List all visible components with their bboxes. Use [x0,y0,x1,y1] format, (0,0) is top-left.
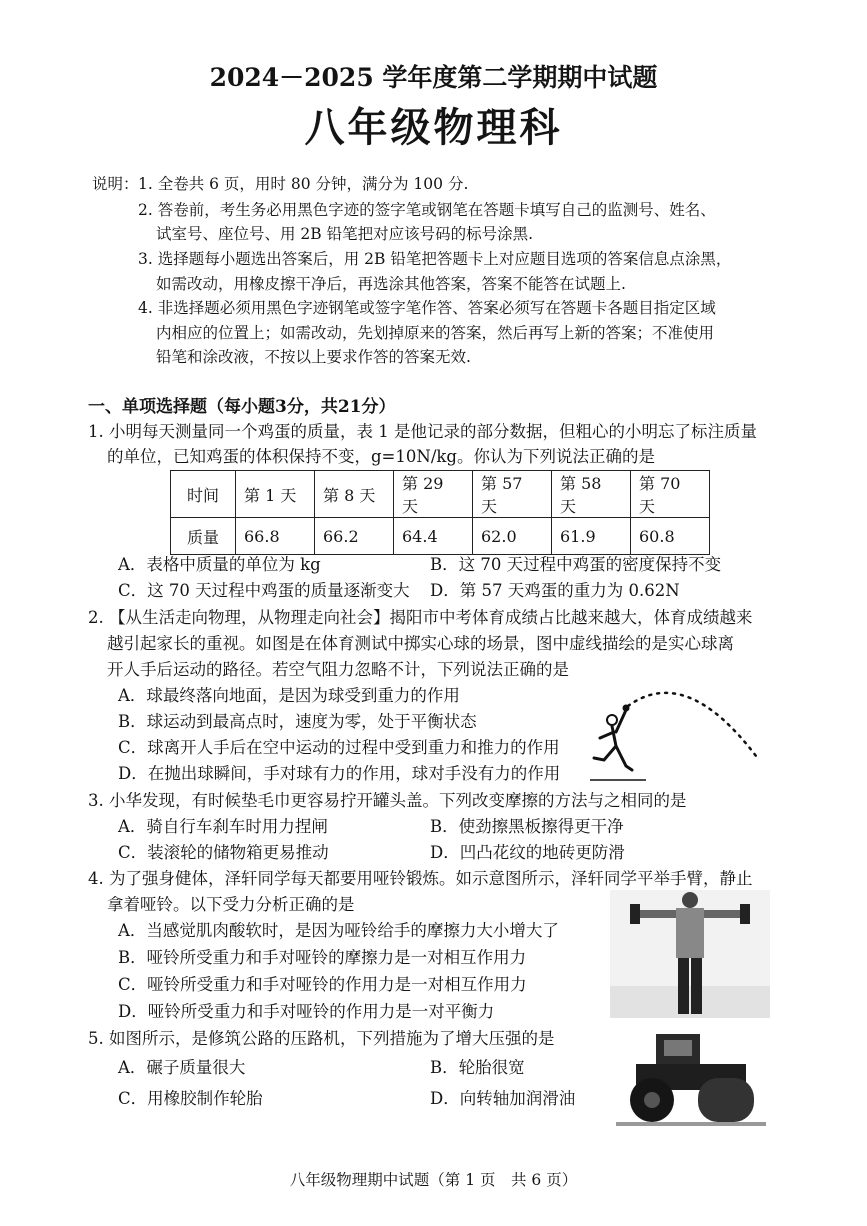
ball-trajectory [628,693,756,756]
q1-option-d: D．第 57 天鸡蛋的重力为 0.62N [430,581,680,600]
q3-option-d: D．凹凸花纹的地砖更防滑 [430,843,625,862]
table-cell-mass: 66.8 [236,518,315,555]
table-header-time: 时间 [171,471,236,518]
q1-stem: 1. 小明每天测量同一个鸡蛋的质量，表 1 是他记录的部分数据，但粗心的小明忘了标注质量 [88,422,757,441]
road-roller-photo [616,1030,766,1126]
athlete-head [607,715,617,725]
q5-option-b: B．轮胎很宽 [430,1058,525,1077]
q1-option-a: A．表格中质量的单位为 kg [118,555,321,574]
table-cell-mass: 66.2 [315,518,394,555]
table-cell-mass: 61.9 [552,518,631,555]
section-heading: 一、单项选择题（每小题3分，共21分） [88,397,396,417]
q2-option-a: A．球最终落向地面，是因为球受到重力的作用 [118,686,460,705]
q4-stem: 拿着哑铃。以下受力分析正确的是 [107,895,355,914]
q4-option-a: A．当感觉肌肉酸软时，是因为哑铃给手的摩擦力大小增大了 [118,921,559,940]
q1-option-b: B．这 70 天过程中鸡蛋的密度保持不变 [430,555,722,574]
shot-put-figure [586,676,776,782]
notes-label: 说明： [92,175,139,193]
table-cell-mass: 62.0 [473,518,552,555]
q1-option-c: C．这 70 天过程中鸡蛋的质量逐渐变大 [118,581,410,600]
mass-table [170,470,710,555]
q4-option-c: C．哑铃所受重力和手对哑铃的作用力是一对相互作用力 [118,975,527,994]
table-cell-mass: 64.4 [394,518,473,555]
note-line: 试室号、座位号、用 2B 铅笔把对应该号码的标号涂黑. [156,225,534,243]
table-cell-day: 第 58 天 [552,471,631,518]
roller-window [664,1040,692,1056]
q4-option-d: D．哑铃所受重力和手对哑铃的作用力是一对平衡力 [118,1002,495,1021]
q5-option-d: D．向转轴加润滑油 [430,1089,576,1108]
roller-hub [644,1092,660,1108]
q2-stem: 开人手后运动的路径。若空气阻力忽略不计，下列说法正确的是 [107,660,569,679]
road-surface [616,1122,766,1126]
note-line: 4. 非选择题必须用黑色字迹钢笔或签字笔作答、答案必须写在答题卡各题目指定区域 [138,299,716,317]
table-cell-day: 第 1 天 [236,471,315,518]
exam-title: 2024－2025 学年度第二学期期中试题 [209,63,658,92]
q2-option-b: B．球运动到最高点时，速度为零，处于平衡状态 [118,712,477,731]
page-footer: 八年级物理期中试题（第 1 页 共 6 页） [289,1171,578,1189]
person-right-leg [691,958,702,1014]
subject-title: 八年级物理科 [304,104,563,151]
q5-option-c: C．用橡胶制作轮胎 [118,1089,263,1108]
table-cell-mass: 60.8 [631,518,710,555]
table-header-mass: 质量 [171,518,236,555]
note-line: 2. 答卷前，考生务必用黑色字迹的签字笔或钢笔在答题卡填写自己的监测号、姓名、 [138,201,716,219]
left-dumbbell-icon [630,904,640,924]
table-cell-day: 第 29 天 [394,471,473,518]
person-head [682,892,698,908]
q4-option-b: B．哑铃所受重力和手对哑铃的摩擦力是一对相互作用力 [118,948,527,967]
note-line: 1. 全卷共 6 页，用时 80 分钟，满分为 100 分. [138,175,469,193]
table-row [171,518,710,555]
person-left-leg [678,958,689,1014]
table-cell-day: 第 57 天 [473,471,552,518]
roller-drum-icon [698,1078,754,1122]
q4-stem: 4. 为了强身健体，泽轩同学每天都要用哑铃锻炼。如示意图所示，泽轩同学平举手臂，静止 [88,869,753,888]
table-cell-day: 第 70 天 [631,471,710,518]
table-row [171,471,710,518]
note-line: 铅笔和涂改液，不按以上要求作答的答案无效. [156,348,471,366]
table-cell-day: 第 8 天 [315,471,394,518]
note-line: 3. 选择题每小题选出答案后，用 2B 铅笔把答题卡上对应题目选项的答案信息点涂黑， [138,250,732,268]
q5-option-a: A．碾子质量很大 [118,1058,246,1077]
q2-stem: 越引起家长的重视。如图是在体育测试中掷实心球的场景，图中虚线描绘的是实心球离 [107,634,734,653]
q3-option-b: B．使劲擦黑板擦得更干净 [430,817,624,836]
note-line: 如需改动，用橡皮擦干净后，再选涂其他答案，答案不能答在试题上. [156,275,626,293]
photo-floor [610,986,770,1018]
q2-option-d: D．在抛出球瞬间，手对球有力的作用，球对手没有力的作用 [118,764,561,783]
q3-option-c: C．装滚轮的储物箱更易推动 [118,843,329,862]
right-dumbbell-icon [740,904,750,924]
person-left-arm [640,910,676,918]
dumbbell-photo [610,890,770,1018]
q5-stem: 5. 如图所示，是修筑公路的压路机，下列措施为了增大压强的是 [88,1029,555,1048]
q3-option-a: A．骑自行车刹车时用力捏闸 [118,817,328,836]
q2-option-c: C．球离开人手后在空中运动的过程中受到重力和推力的作用 [118,738,560,757]
note-line: 内相应的位置上；如需改动，先划掉原来的答案，然后再写上新的答案；不准使用 [156,324,715,342]
q1-stem: 的单位，已知鸡蛋的体积保持不变，g=10N/kg。你认为下列说法正确的是 [107,447,655,466]
q3-stem: 3. 小华发现，有时候垫毛巾更容易拧开罐头盖。下列改变摩擦的方法与之相同的是 [88,791,687,810]
person-right-arm [704,910,740,918]
person-torso [676,908,704,958]
q2-stem: 2. 【从生活走向物理，从物理走向社会】揭阳市中考体育成绩占比越来越大，体育成绩越来 [88,608,753,627]
